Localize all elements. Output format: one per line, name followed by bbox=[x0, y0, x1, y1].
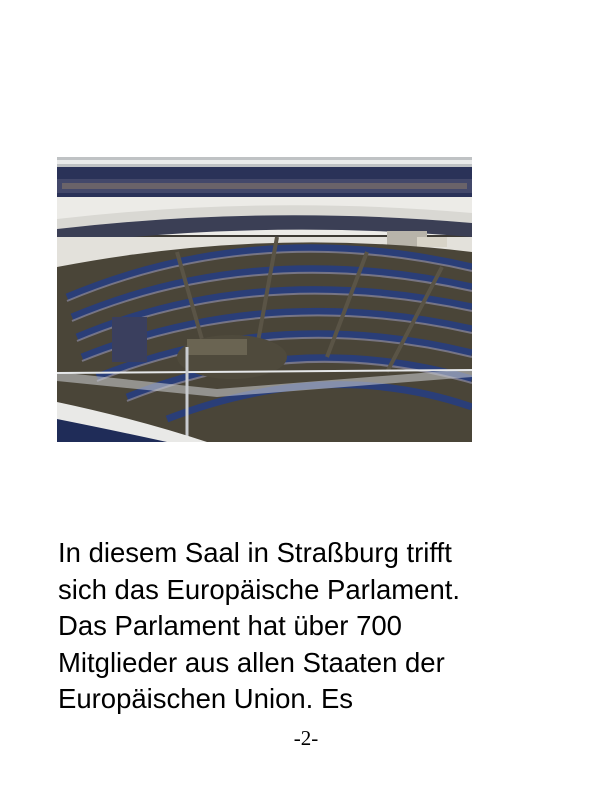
body-text bbox=[58, 535, 578, 718]
parliament-chamber-photo bbox=[57, 157, 472, 442]
body-line: Das Parlament hat über 700 bbox=[58, 610, 402, 641]
body-line: Europäischen Union. Es bbox=[58, 683, 354, 714]
body-line: Mitglieder aus allen Staaten der bbox=[58, 646, 445, 678]
page-number: -2- bbox=[293, 726, 319, 750]
body-line: In diesem Saal in Straßburg trifft bbox=[58, 537, 452, 568]
chamber-illustration bbox=[57, 157, 472, 442]
body-line: sich das Europäische Parlament. bbox=[58, 573, 461, 605]
